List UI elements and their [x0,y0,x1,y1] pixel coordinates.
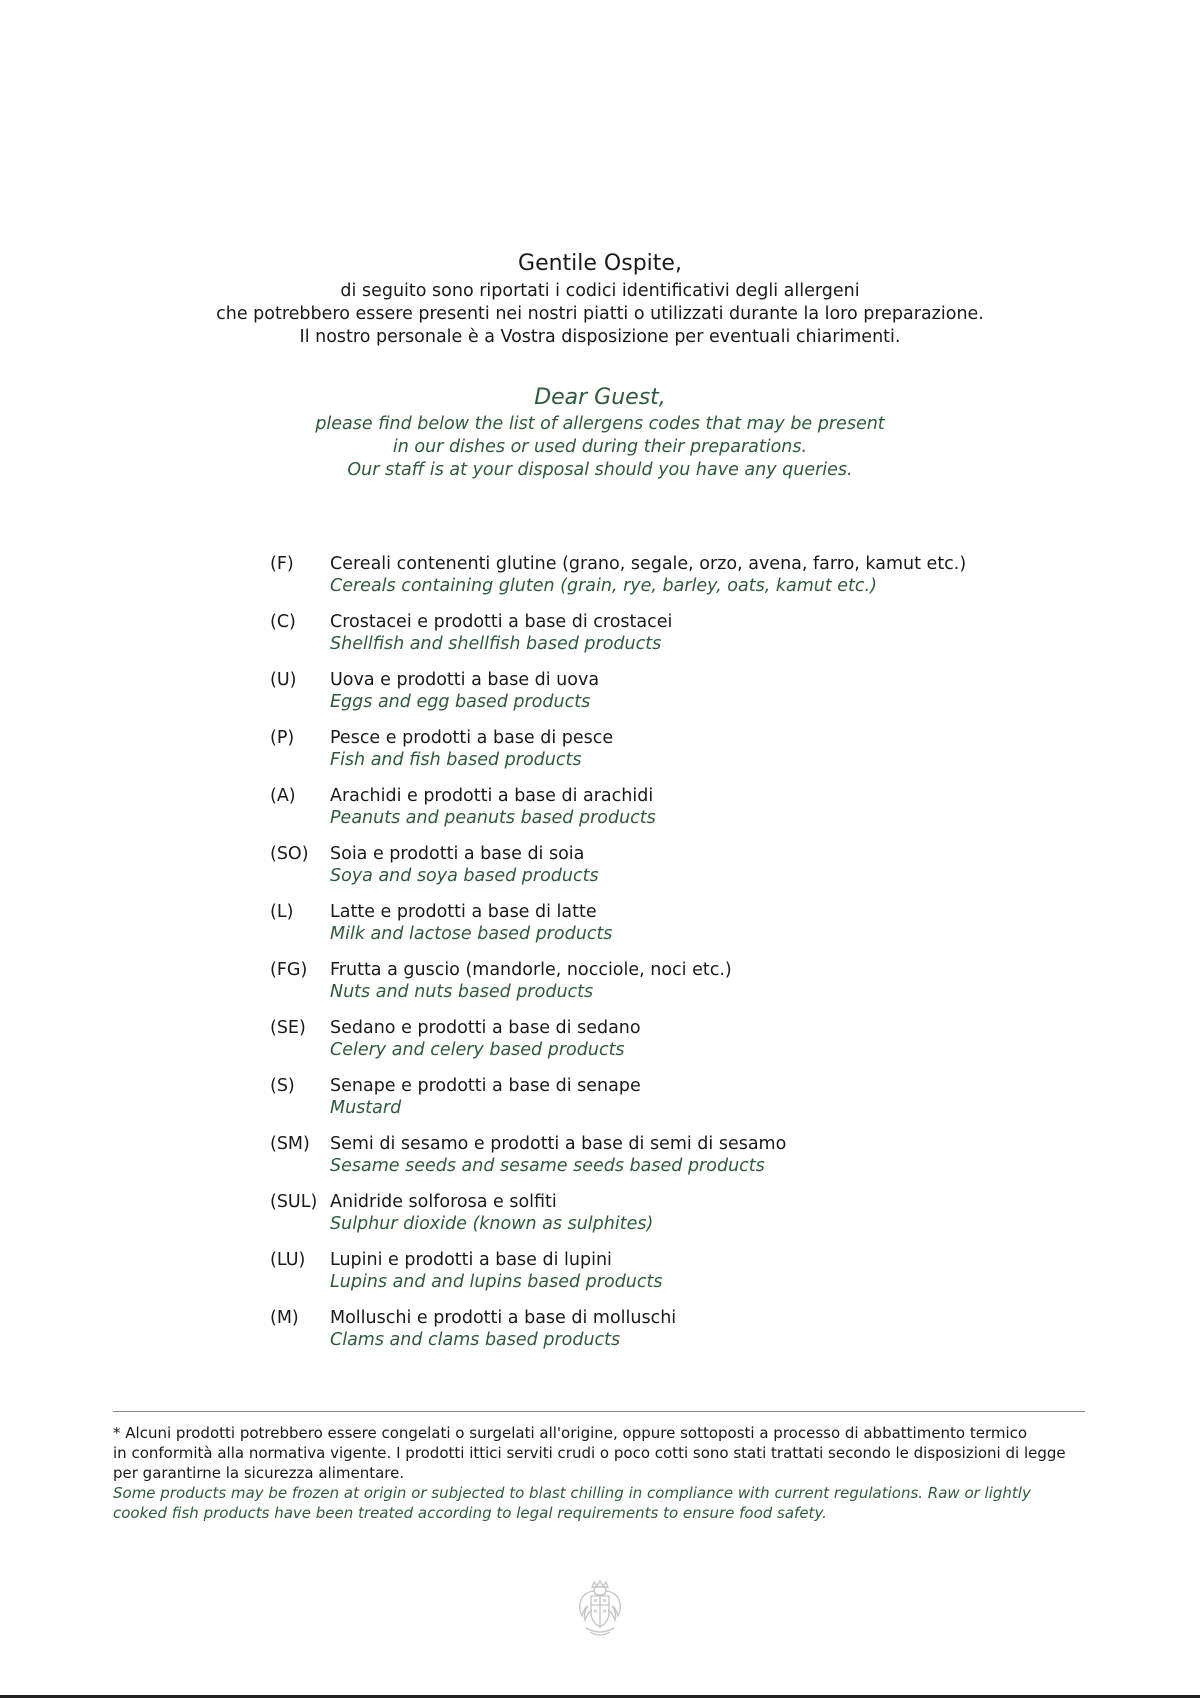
footnote [113,1423,1085,1523]
allergen-name-english: Lupins and and lupins based products [330,1272,663,1292]
allergen-name-italian: Molluschi e prodotti a base di molluschi [330,1308,677,1328]
intro-italian [0,250,1200,349]
allergen-name-italian: Cereali contenenti glutine (grano, segale, orzo, avena, farro, kamut etc.) [330,554,967,574]
allergen-code: (SM) [270,1134,310,1154]
footnote-divider [113,1411,1085,1412]
allergen-item [270,785,1070,843]
allergen-name-italian: Anidride solforosa e solfiti [330,1192,557,1212]
allergen-name-english: Sulphur dioxide (known as sulphites) [330,1214,654,1234]
allergen-name-italian: Sedano e prodotti a base di sedano [330,1018,641,1038]
allergen-code: (C) [270,612,296,632]
intro-italian-line: di seguito sono riportati i codici identificativi degli allergeni [340,281,860,301]
allergen-item [270,901,1070,959]
intro-english [0,384,1200,482]
heraldic-crest-icon [572,1578,628,1640]
intro-english-line: Our staff is at your disposal should you have any queries. [347,460,853,480]
allergen-item [270,1133,1070,1191]
allergen-item [270,727,1070,785]
allergen-name-italian: Soia e prodotti a base di soia [330,844,585,864]
allergen-item [270,1307,1070,1365]
allergen-item [270,669,1070,727]
allergen-name-english: Shellfish and shellfish based products [330,634,662,654]
allergen-item [270,843,1070,901]
allergen-name-english: Nuts and nuts based products [330,982,594,1002]
allergen-name-english: Sesame seeds and sesame seeds based products [330,1156,765,1176]
allergen-name-english: Mustard [330,1098,402,1118]
footnote-italian-line: * Alcuni prodotti potrebbero essere congelati o surgelati all'origine, oppure sottoposti a processo di abbattimento termico [113,1424,1028,1442]
allergen-name-english: Fish and fish based products [330,750,582,770]
allergen-code: (L) [270,902,294,922]
allergen-name-italian: Semi di sesamo e prodotti a base di semi di sesamo [330,1134,787,1154]
intro-italian-line: che potrebbero essere presenti nei nostri piatti o utilizzati durante la loro preparazione. [216,304,984,324]
allergen-code: (A) [270,786,296,806]
allergen-item [270,553,1070,611]
allergen-name-italian: Frutta a guscio (mandorle, nocciole, noci etc.) [330,960,732,980]
allergen-name-italian: Senape e prodotti a base di senape [330,1076,641,1096]
allergen-name-italian: Uova e prodotti a base di uova [330,670,600,690]
allergen-name-italian: Lupini e prodotti a base di lupini [330,1250,612,1270]
allergen-name-english: Milk and lactose based products [330,924,613,944]
allergen-name-italian: Pesce e prodotti a base di pesce [330,728,614,748]
allergen-code: (FG) [270,960,308,980]
allergen-name-english: Eggs and egg based products [330,692,591,712]
allergen-code: (SE) [270,1018,306,1038]
allergen-item [270,1017,1070,1075]
allergen-item [270,1249,1070,1307]
allergen-code: (LU) [270,1250,306,1270]
allergen-name-english: Celery and celery based products [330,1040,625,1060]
allergen-name-english: Clams and clams based products [330,1330,621,1350]
allergen-code: (P) [270,728,295,748]
footnote-italian-line: per garantirne la sicurezza alimentare. [113,1464,405,1482]
allergen-code: (SUL) [270,1192,318,1212]
intro-italian-line: Il nostro personale è a Vostra disposizione per eventuali chiarimenti. [299,327,901,347]
allergen-name-italian: Arachidi e prodotti a base di arachidi [330,786,654,806]
footnote-english-line: Some products may be frozen at origin or subjected to blast chilling in compliance with current regulations. Raw or lightly [113,1484,1031,1502]
intro-english-line: please find below the list of allergens codes that may be present [315,414,885,434]
allergen-code: (U) [270,670,297,690]
allergen-name-english: Peanuts and peanuts based products [330,808,656,828]
allergen-item [270,611,1070,669]
intro-english-line: in our dishes or used during their preparations. [392,437,808,457]
allergen-item [270,1191,1070,1249]
footnote-italian-line: in conformità alla normativa vigente. I prodotti ittici serviti crudi o poco cotti sono stati trattati secondo le disposizioni di legge [113,1444,1066,1462]
allergen-code: (M) [270,1308,299,1328]
allergen-list [270,553,1070,1365]
greeting-italian: Gentile Ospite, [518,251,682,276]
footnote-english-line: cooked fish products have been treated according to legal requirements to ensure food safety. [113,1504,827,1522]
allergen-code: (F) [270,554,294,574]
allergen-code: (S) [270,1076,295,1096]
allergen-item [270,1075,1070,1133]
allergen-code: (SO) [270,844,309,864]
allergen-name-english: Cereals containing gluten (grain, rye, barley, oats, kamut etc.) [330,576,877,596]
allergen-name-italian: Latte e prodotti a base di latte [330,902,597,922]
greeting-english: Dear Guest, [534,385,666,410]
allergen-item [270,959,1070,1017]
allergen-name-english: Soya and soya based products [330,866,599,886]
allergen-name-italian: Crostacei e prodotti a base di crostacei [330,612,673,632]
